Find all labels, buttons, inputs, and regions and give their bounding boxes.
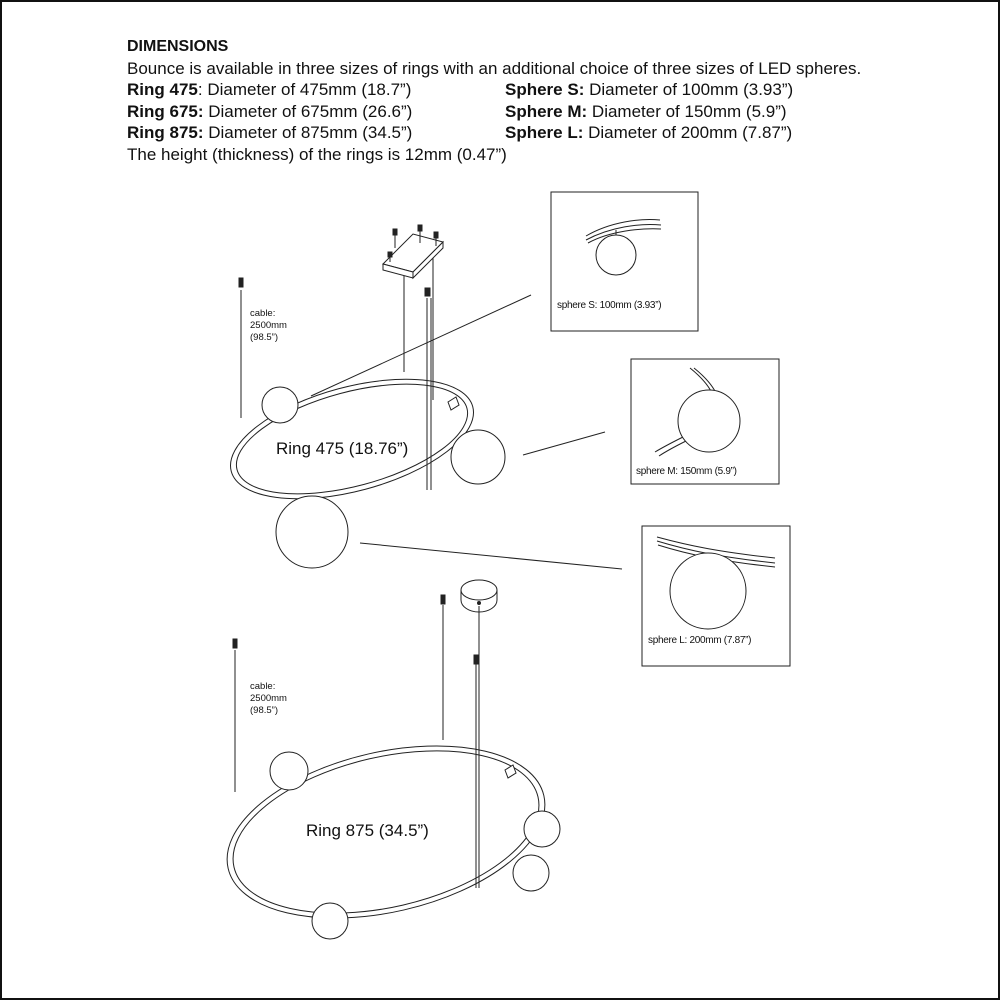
cable-label-top-3: (98.5”): [250, 332, 278, 343]
spec-intro: Bounce is available in three sizes of rings with an additional choice of three sizes of LED spheres.: [127, 58, 862, 78]
ring-475-sep: :: [197, 80, 203, 99]
sphere-bottom-1: [270, 752, 308, 790]
sphere-s-name: Sphere S:: [505, 80, 585, 99]
cable-label-bottom-2: 2500mm: [250, 693, 287, 704]
sphere-bottom-4: [312, 903, 348, 939]
sphere-l-desc: Diameter of 200mm (7.87”): [583, 123, 793, 142]
sphere-m-top: [451, 430, 505, 484]
cable-label-top-2: 2500mm: [250, 320, 287, 331]
sphere-m-name: Sphere M:: [505, 101, 588, 121]
ring-675-name: Ring 675:: [127, 101, 204, 121]
leader-line-m: [523, 432, 605, 455]
detail-m-caption: sphere M: 150mm (5.9”): [636, 466, 737, 477]
spec-footer: The height (thickness) of the rings is 12mm (0.47”): [127, 144, 507, 164]
detail-l-caption: sphere L: 200mm (7.87”): [648, 635, 752, 646]
sphere-s-desc: Diameter of 100mm (3.93”): [584, 80, 794, 99]
sphere-bottom-2: [524, 811, 560, 847]
cable-label-top-1: cable:: [250, 308, 276, 319]
ring-475-name: Ring 475: [127, 80, 198, 99]
ring-875-label: Ring 875 (34.5”): [306, 821, 429, 840]
sphere-s-top: [262, 387, 298, 423]
cable-label-bottom-3: (98.5”): [250, 705, 278, 716]
ring-475-desc: Diameter of 475mm (18.7”): [202, 80, 412, 99]
ring-875-assembly: [210, 580, 562, 946]
sphere-l-name: Sphere L:: [505, 123, 584, 142]
detail-s-caption: sphere S: 100mm (3.93”): [557, 300, 662, 311]
leader-line-l: [360, 543, 622, 569]
ceiling-canopy-rect: [383, 225, 443, 278]
sphere-bottom-3: [513, 855, 549, 891]
leader-line-s: [311, 295, 531, 396]
ring-875-desc: Diameter of 875mm (34.5”): [203, 123, 413, 142]
ring-475-label: Ring 475 (18.76”): [276, 439, 409, 458]
spec-heading: DIMENSIONS: [127, 38, 229, 55]
ring-875-name: Ring 875:: [127, 123, 204, 142]
cable-label-bottom-1: cable:: [250, 681, 276, 692]
sphere-l-top: [276, 496, 348, 568]
ring-675-desc: Diameter of 675mm (26.6”): [203, 101, 413, 121]
suspension-cables-bottom: [233, 595, 479, 888]
sphere-m-desc: Diameter of 150mm (5.9”): [587, 101, 787, 121]
